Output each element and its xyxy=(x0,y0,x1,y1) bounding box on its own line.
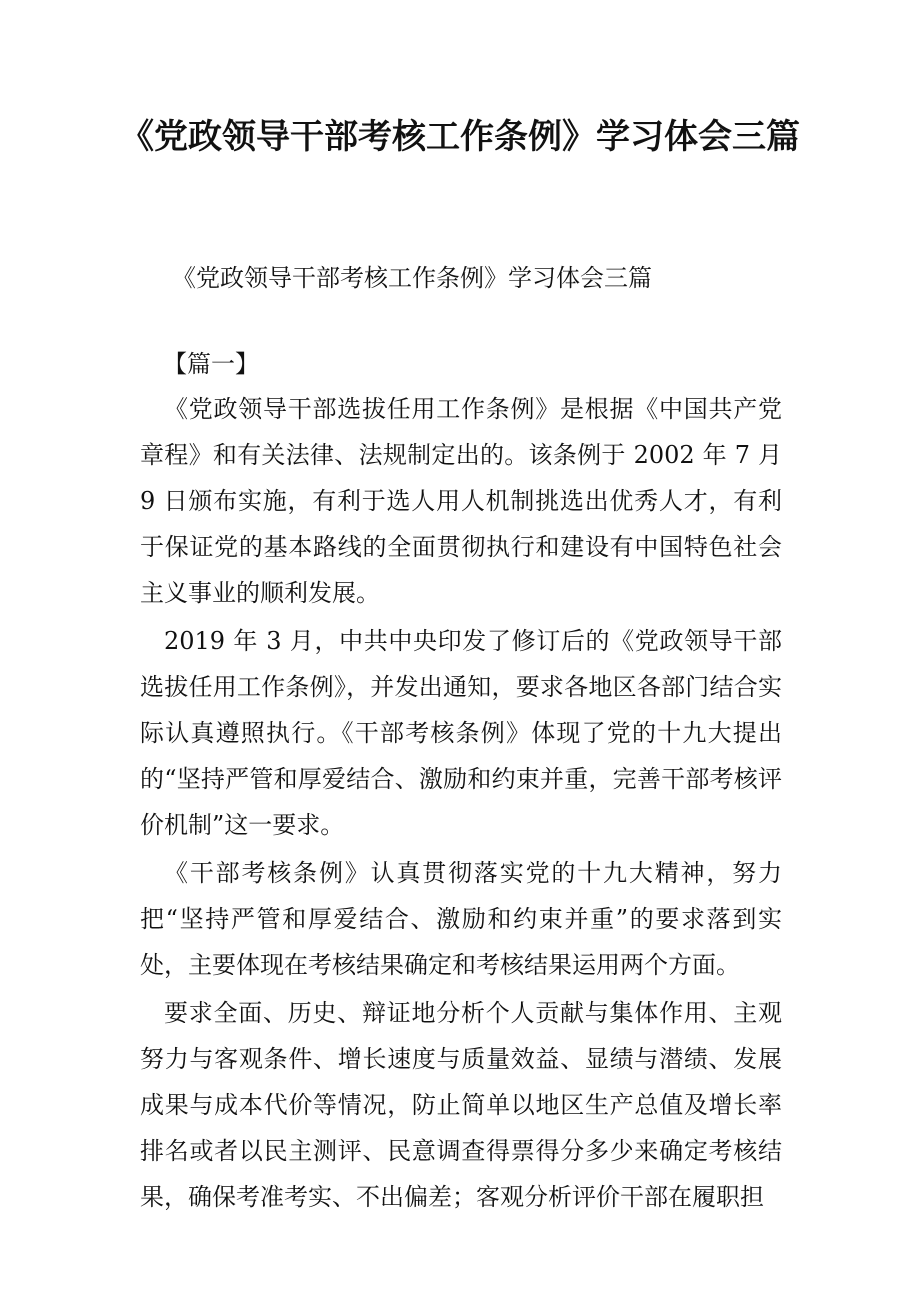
paragraph: 要求全面、历史、辩证地分析个人贡献与集体作用、主观努力与客观条件、增长速度与质量效益、显绩与潜绩、发展成果与成本代价等情况，防止简单以地区生产总值及增长率排名或者以民主测评、民意调查得票得分多少来确定考核结果，确保考准考实、不出偏差；客观分析评价干部在履职担 xyxy=(140,999,782,1211)
paragraph: 《党政领导干部选拔任用工作条例》是根据《中国共产党章程》和有关法律、法规制定出的。该条例于 2002 年 7 月 9 日颁布实施，有利于选人用人机制挑选出优秀人才，有利于保证党的基本路线的全面贯彻执行和建设有中国特色社会主义事业的顺利发展。 xyxy=(140,395,782,607)
document-subtitle: 《党政领导干部考核工作条例》学习体会三篇 xyxy=(172,264,652,292)
section-heading: 【篇一】 xyxy=(163,350,259,378)
paragraph: 2019 年 3 月，中共中央印发了修订后的《党政领导干部选拔任用工作条例》，并发出通知，要求各地区各部门结合实际认真遵照执行。《干部考核条例》体现了党的十九大提出的“坚持严管和厚爱结合、激励和约束并重，完善干部考核评价机制”这一要求。 xyxy=(140,627,782,839)
document-body xyxy=(140,386,782,1220)
document-title: 《党政领导干部考核工作条例》学习体会三篇 xyxy=(120,117,800,157)
paragraph: 《干部考核条例》认真贯彻落实党的十九大精神，努力把“坚持严管和厚爱结合、激励和约束并重”的要求落到实处，主要体现在考核结果确定和考核结果运用两个方面。 xyxy=(140,859,782,979)
